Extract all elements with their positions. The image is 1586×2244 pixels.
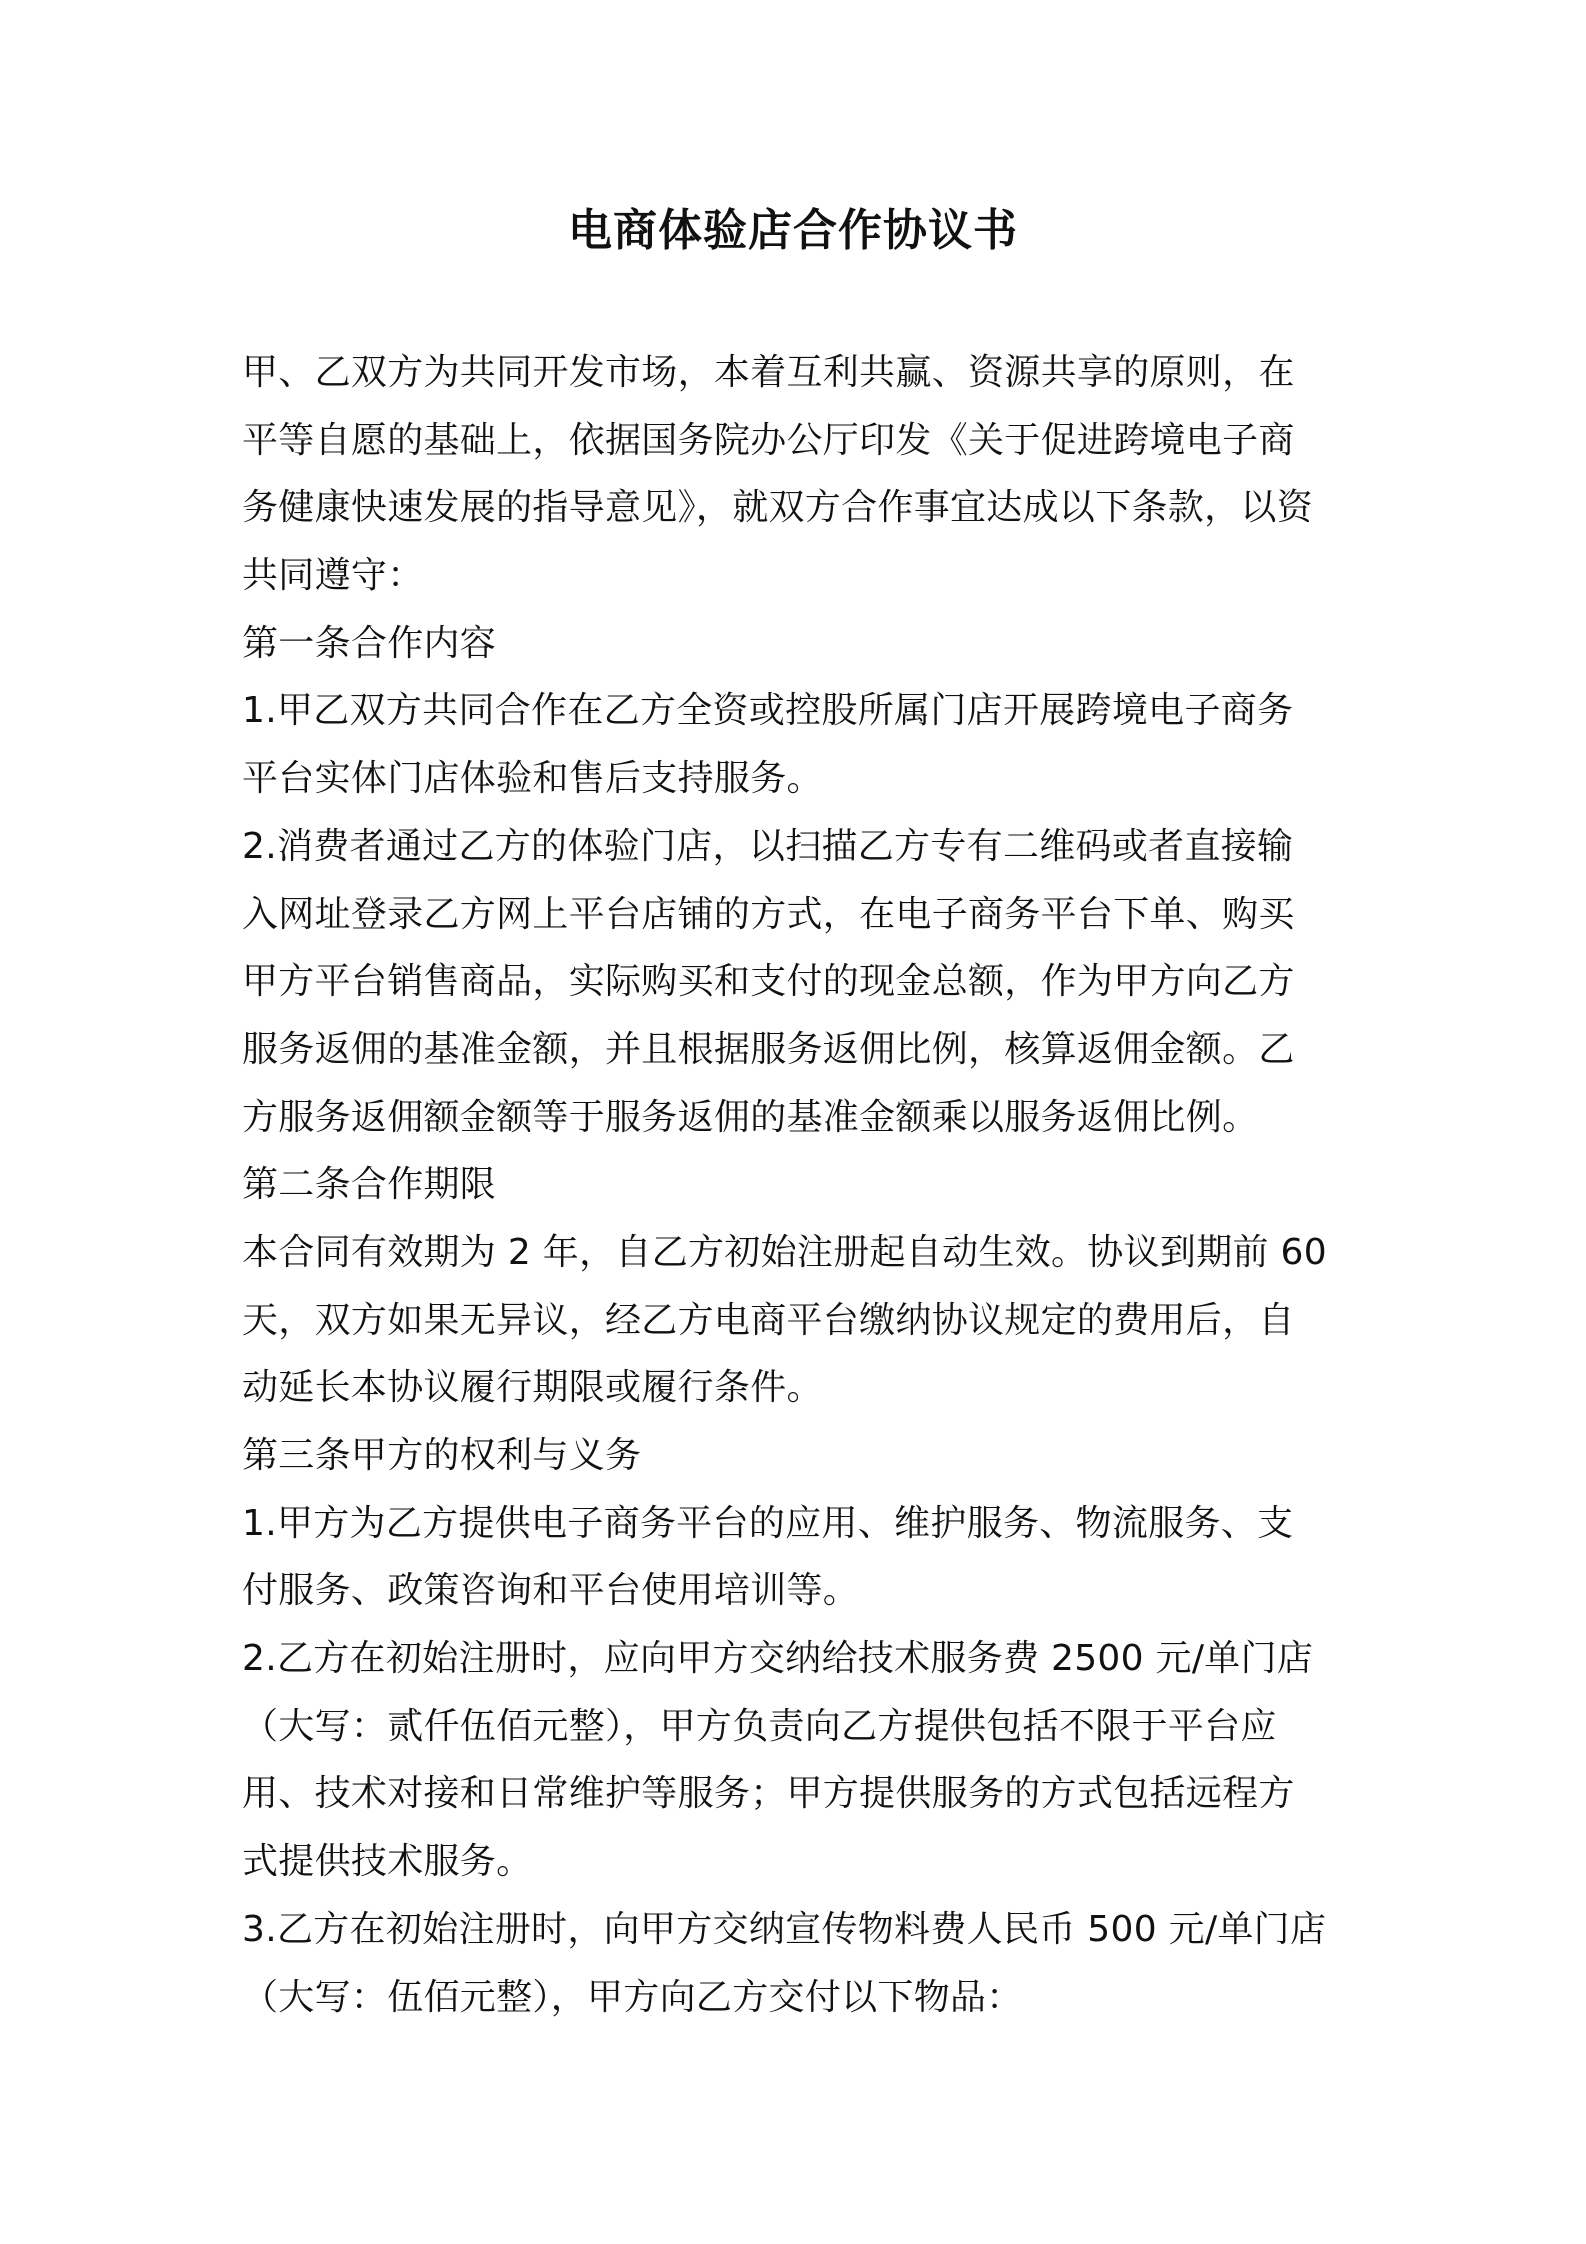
body-line: 务健康快速发展的指导意见》，就双方合作事宜达成以下条款，以资 [242,487,1314,529]
body-line: 服务返佣的基准金额，并且根据服务返佣比例，核算返佣金额。乙 [242,1028,1295,1070]
body-line: 3.乙方在初始注册时，向甲方交纳宣传物料费人民币 500 元/单门店 [242,1908,1327,1950]
body-line: 1.甲方为乙方提供电子商务平台的应用、维护服务、物流服务、支 [242,1502,1294,1544]
body-line: 式提供技术服务。 [242,1841,533,1883]
section-heading: 第二条合作期限 [242,1164,497,1206]
body-line: 1.甲乙双方共同合作在乙方全资或控股所属门店开展跨境电子商务 [242,690,1294,732]
document-title: 电商体验店合作协议书 [568,205,1018,256]
body-line: 付服务、政策咨询和平台使用培训等。 [242,1570,860,1612]
body-line: 甲方平台销售商品，实际购买和支付的现金总额，作为甲方向乙方 [242,961,1295,1003]
body-line: 平台实体门店体验和售后支持服务。 [242,758,823,800]
body-line: 天，双方如果无异议，经乙方电商平台缴纳协议规定的费用后，自 [242,1299,1295,1341]
body-line: 用、技术对接和日常维护等服务；甲方提供服务的方式包括远程方 [242,1773,1295,1815]
document-body [242,339,1362,2031]
body-line: （大写：伍佰元整），甲方向乙方交付以下物品： [242,1976,1023,2018]
body-line: 共同遵守： [242,555,424,597]
section-heading: 第一条合作内容 [242,622,497,664]
body-line: 2.消费者通过乙方的体验门店，以扫描乙方专有二维码或者直接输 [242,825,1294,867]
body-line: 方服务返佣额金额等于服务返佣的基准金额乘以服务返佣比例。 [242,1096,1259,1138]
body-line: （大写：贰仟伍佰元整），甲方负责向乙方提供包括不限于平台应 [242,1705,1277,1747]
body-line: 入网址登录乙方网上平台店铺的方式，在电子商务平台下单、购买 [242,893,1295,935]
body-line: 甲、乙双方为共同开发市场，本着互利共赢、资源共享的原则，在 [242,352,1295,393]
body-line: 本合同有效期为 2 年，自乙方初始注册起自动生效。协议到期前 60 [242,1231,1327,1273]
body-line: 2.乙方在初始注册时，应向甲方交纳给技术服务费 2500 元/单门店 [242,1638,1314,1680]
body-line: 平等自愿的基础上，依据国务院办公厅印发《关于促进跨境电子商 [242,419,1295,461]
body-line: 动延长本协议履行期限或履行条件。 [242,1367,823,1409]
section-heading: 第三条甲方的权利与义务 [242,1435,642,1476]
